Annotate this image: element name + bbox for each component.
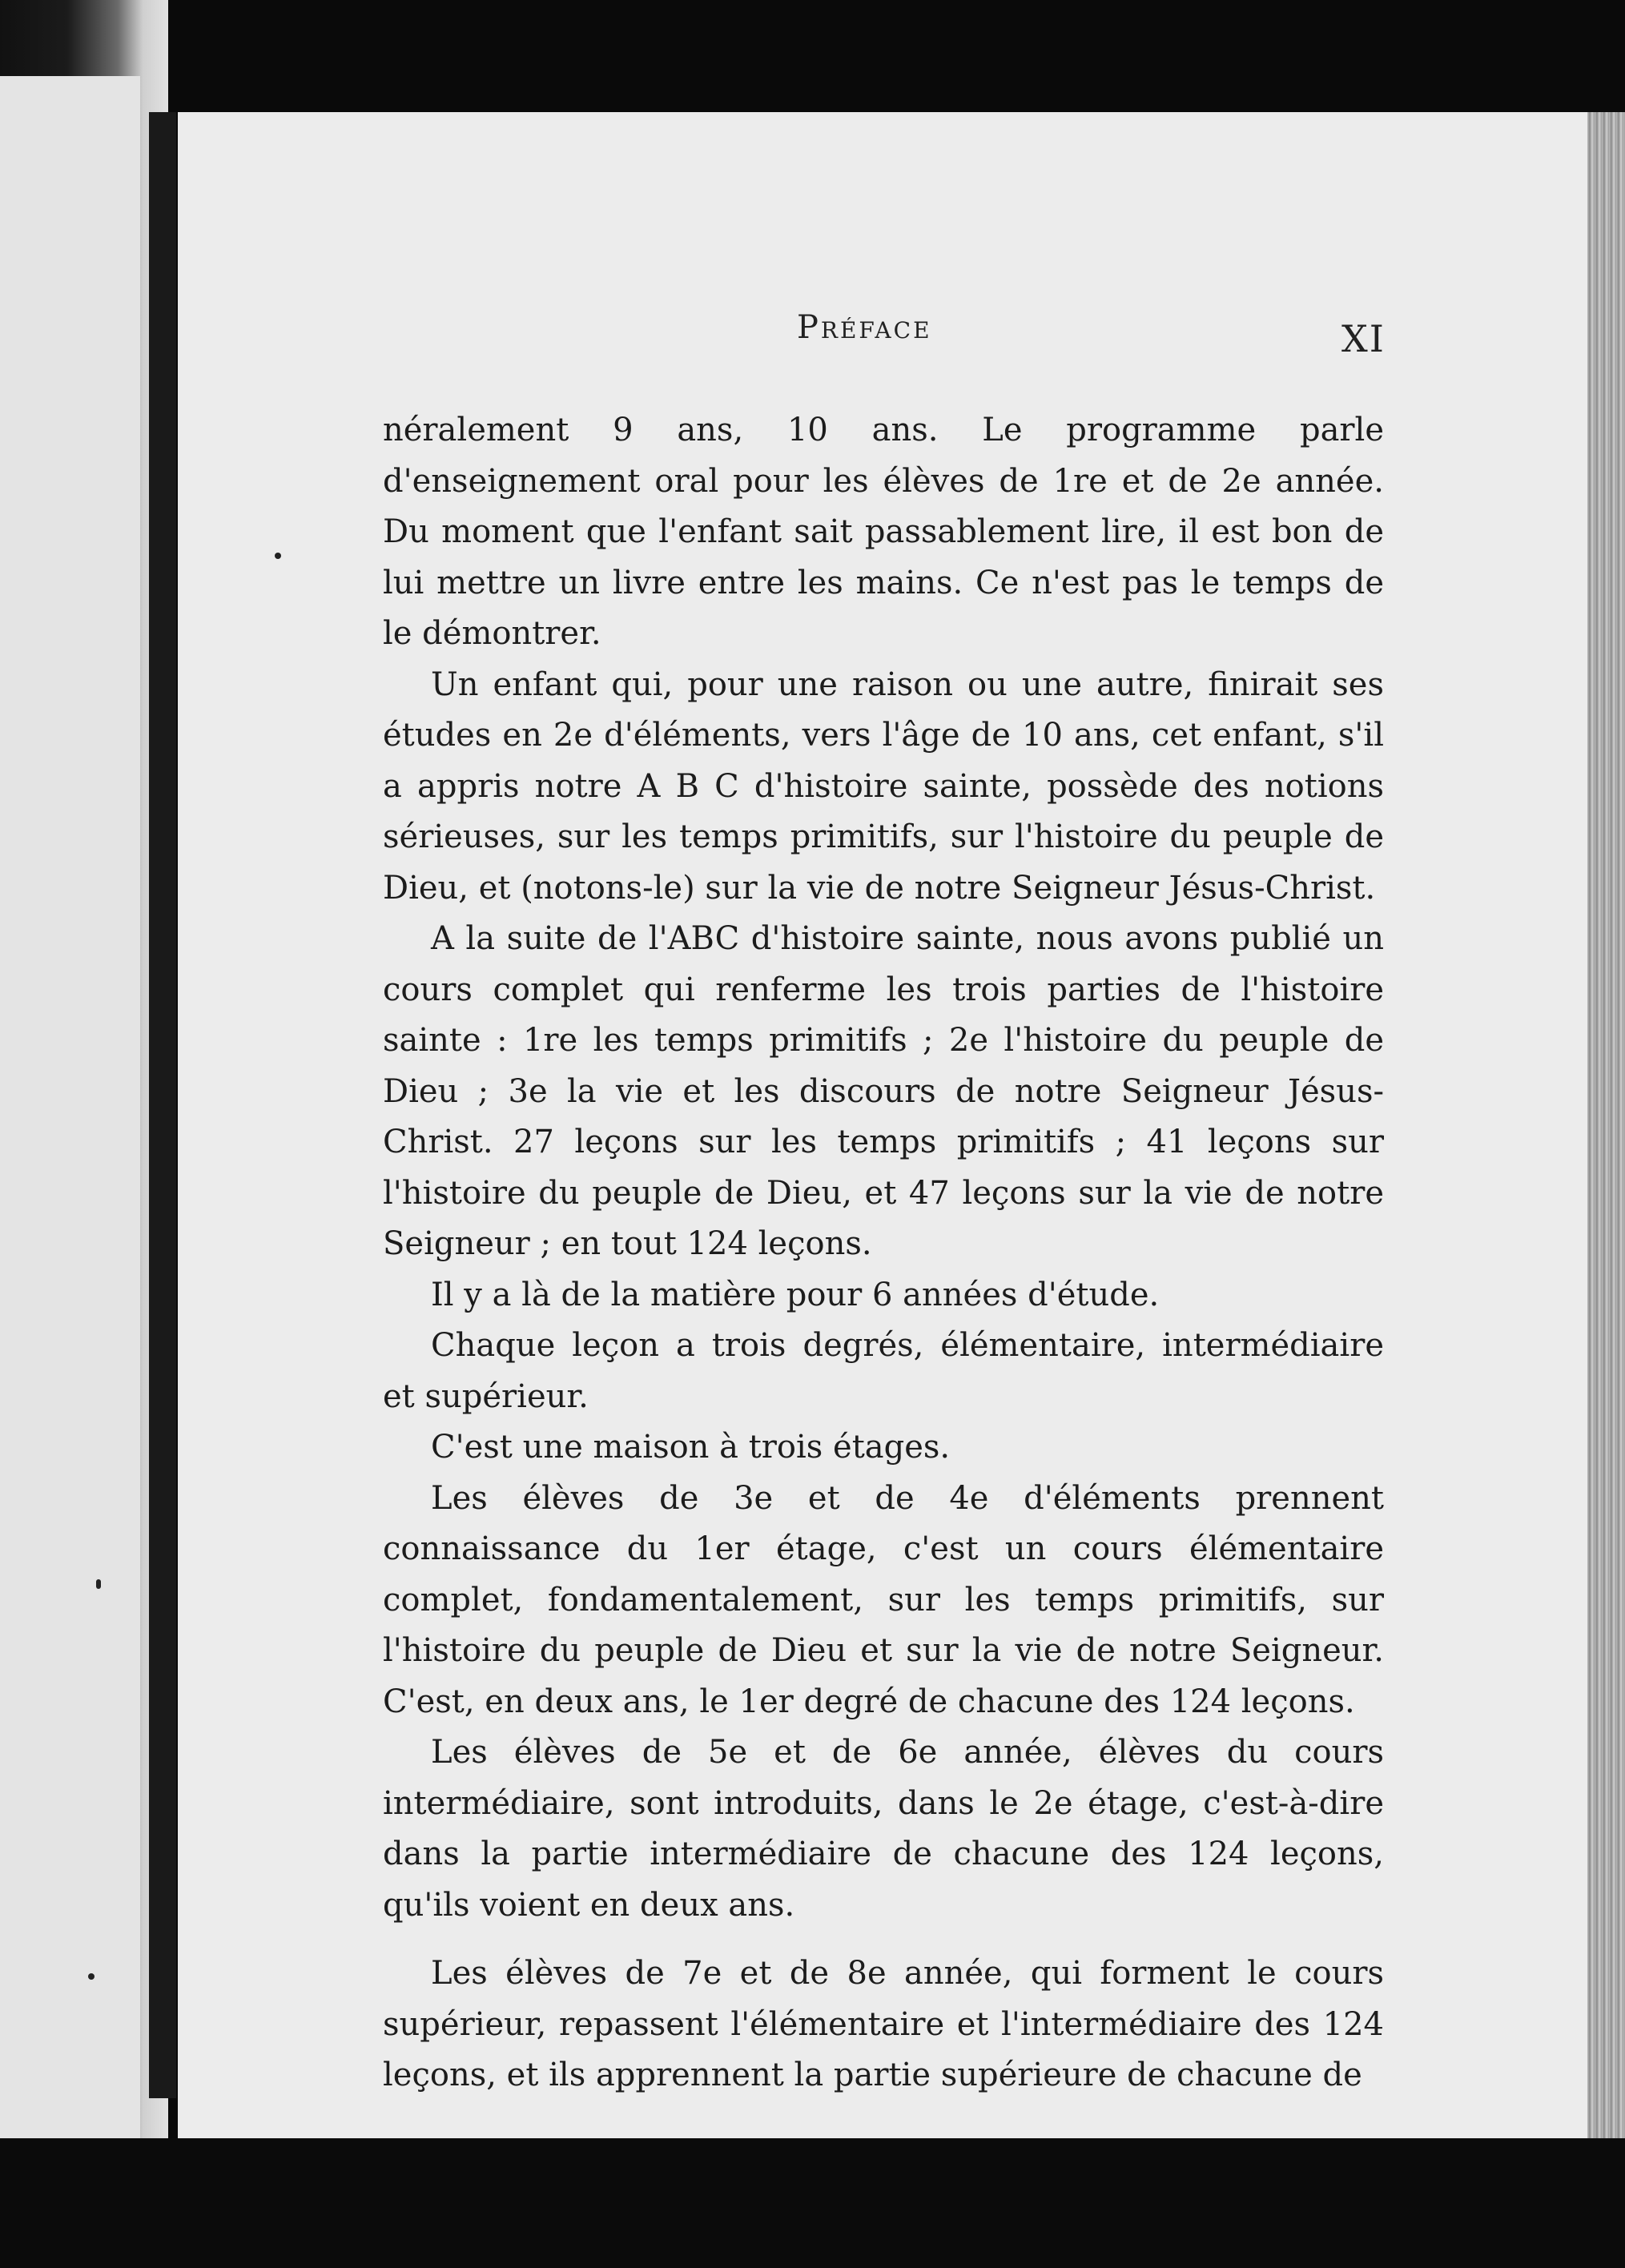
paragraph: Les élèves de 5e et de 6e année, élèves du cours intermédiaire, sont introduits, dans le 2e étage, c'est-à-dire dans la partie intermédiaire de chacune des 124 leçons, qu'ils voient en deux ans.: [383, 1734, 1384, 1924]
scan-bottom-edge: [0, 2138, 1625, 2268]
paragraph: A la suite de l'ABC d'histoire sainte, nous avons publié un cours complet qui renferme les trois parties de l'histoire sainte : 1re les temps primitifs ; 2e l'histoire du peuple de Dieu ; 3e la vie et les discours de notre Seigneur Jésus-Christ. 27 leçons sur les temps primitifs ; 41 leçons sur l'histoire du peuple de Dieu, et 47 leçons sur la vie de notre Seigneur ; en tout 124 leçons.: [383, 920, 1384, 1262]
paragraph: Chaque leçon a trois degrés, élémentaire, intermédiaire et supérieur.: [383, 1327, 1384, 1415]
paragraph: Les élèves de 7e et de 8e année, qui forment le cours supérieur, repassent l'élémentaire et l'intermédiaire des 124 leçons, et ils apprennent la partie supérieure de chacune de: [383, 1955, 1384, 2093]
running-head: Préface: [797, 309, 932, 346]
body-text: [383, 405, 1384, 2101]
page-edges: [1587, 112, 1625, 2194]
left-margin: [0, 76, 140, 2158]
paragraph: néralement 9 ans, 10 ans. Le programme parle d'enseignement oral pour les élèves de 1re et de 2e année. Du moment que l'enfant sait passablement lire, il est bon de lui mettre un livre entre les mains. Ce n'est pas le temps de le démontrer.: [383, 412, 1384, 652]
margin-mark: [96, 1579, 101, 1589]
page-number: XI: [1341, 317, 1386, 360]
paragraph: Les élèves de 3e et de 4e d'éléments prennent connaissance du 1er étage, c'est un cours élémentaire complet, fondamentalement, sur les temps primitifs, sur l'histoire du peuple de Dieu et sur la vie de notre Seigneur. C'est, en deux ans, le 1er degré de chacune des 124 leçons.: [383, 1479, 1384, 1720]
paragraph: Un enfant qui, pour une raison ou une autre, finirait ses études en 2e d'éléments, vers l'âge de 10 ans, cet enfant, s'il a appris notre A B C d'histoire sainte, possède des notions sérieuses, sur les temps primitifs, sur l'histoire du peuple de Dieu, et (notons-le) sur la vie de notre Seigneur Jésus-Christ.: [383, 666, 1384, 907]
paragraph: C'est une maison à trois étages.: [431, 1429, 951, 1466]
binding-gutter: [149, 112, 176, 2098]
margin-mark: [275, 553, 281, 559]
margin-mark: [88, 1973, 95, 1980]
paragraph: Il y a là de la matière pour 6 années d'étude.: [431, 1276, 1160, 1313]
